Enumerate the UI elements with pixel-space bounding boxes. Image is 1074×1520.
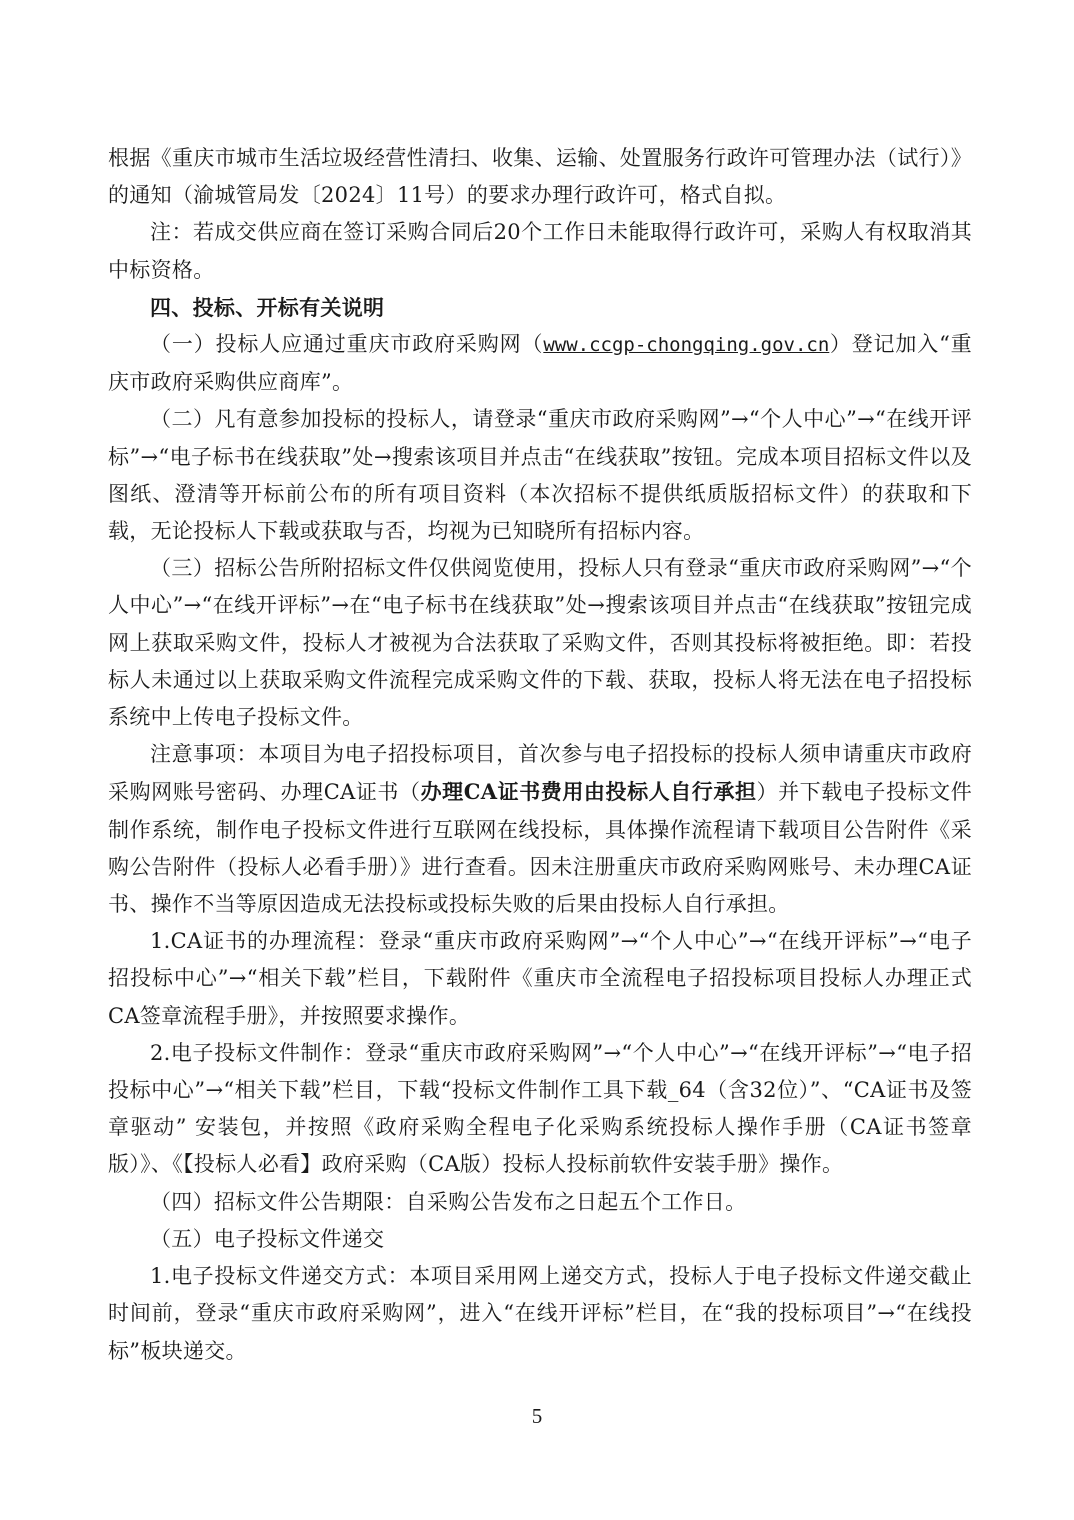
text-segment: （一）投标人应通过重庆市政府采购网（: [150, 332, 544, 357]
paragraph-submission-method: 1.电子投标文件递交方式：本项目采用网上递交方式，投标人于电子投标文件递交截止时间前，登录“重庆市政府采购网”，进入“在线开评标”栏目，在“我的投标项目”→“在线投标”板块递交。: [108, 1264, 972, 1363]
text-segment: 注意事项：本项目为电子招投标项目，首次参与电子招投标的投标人须申请重庆市政府采购网账号密码、办理CA证书（: [108, 742, 972, 805]
bold-ca-fee-note: 办理CA证书费用由投标人自行承担: [420, 779, 757, 805]
paragraph-register-supplier: [108, 326, 972, 401]
paragraph-bid-file-creation: 2.电子投标文件制作：登录“重庆市政府采购网”→“个人中心”→“在线开评标”→“电子招投标中心”→“相关下载”栏目，下载“投标文件制作工具下载_64（含32位）”、“CA证书及签章驱动” 安装包，并按照《政府采购全程电子化采购系统投标人操作手册（CA证书签章版）》、《【投标人必看】政府采购（CA版）投标人投标前软件安装手册》操作。: [108, 1040, 972, 1177]
document-body: [108, 140, 972, 1370]
paragraph-legal-acquisition: （三）招标公告所附招标文件仅供阅览使用，投标人只有登录“重庆市政府采购网”→“个人中心”→“在线开评标”→在“电子标书在线获取”处→搜索该项目并点击“在线获取”按钮完成网上获取采购文件，投标人才被视为合法获取了采购文件，否则其投标将被拒绝。即：若投标人未通过以上获取采购文件流程完成采购文件的下载、获取，投标人将无法在电子招投标系统中上传电子投标文件。: [108, 556, 972, 730]
paragraph-ca-process: 1.CA证书的办理流程：登录“重庆市政府采购网”→“个人中心”→“在线开评标”→“电子招投标中心”→“相关下载”栏目，下载附件《重庆市全流程电子招投标项目投标人办理正式CA签章流程手册》，并按照要求操作。: [108, 929, 972, 1028]
paragraph-announcement-period: （四）招标文件公告期限：自采购公告发布之日起五个工作日。: [150, 1189, 747, 1214]
page-number: 5: [531, 1404, 543, 1428]
paragraph-submission-heading: （五）电子投标文件递交: [150, 1226, 385, 1251]
text-segment: ）登记加入“重庆市政府采购供应商库”。: [108, 332, 972, 395]
paragraph-permit-basis: 根据《重庆市城市生活垃圾经营性清扫、收集、运输、处置服务行政许可管理办法（试行）》的通知（渝城管局发〔2024〕11号）的要求办理行政许可，格式自拟。: [108, 146, 972, 208]
ccgp-website-link[interactable]: www.ccgp-chongqing.gov.cn: [543, 334, 830, 357]
text-segment: ）并下载电子投标文件制作系统，制作电子投标文件进行互联网在线投标，具体操作流程请下载项目公告附件《采购公告附件（投标人必看手册）》进行查看。因未注册重庆市政府采购网账号、未办理CA证书、操作不当等原因造成无法投标或投标失败的后果由投标人自行承担。: [108, 780, 973, 917]
paragraph-notice-items: [108, 736, 972, 923]
section-heading-bidding: 四、投标、开标有关说明: [150, 294, 385, 320]
paragraph-obtain-documents: （二）凡有意参加投标的投标人，请登录“重庆市政府采购网”→“个人中心”→“在线开评标”→“电子标书在线获取”处→搜索该项目并点击“在线获取”按钮。完成本项目招标文件以及图纸、澄清等开标前公布的所有项目资料（本次招标不提供纸质版招标文件）的获取和下载，无论投标人下载或获取与否，均视为已知晓所有招标内容。: [108, 407, 972, 544]
paragraph-permit-note: 注：若成交供应商在签订采购合同后20个工作日未能取得行政许可，采购人有权取消其中标资格。: [108, 220, 972, 282]
